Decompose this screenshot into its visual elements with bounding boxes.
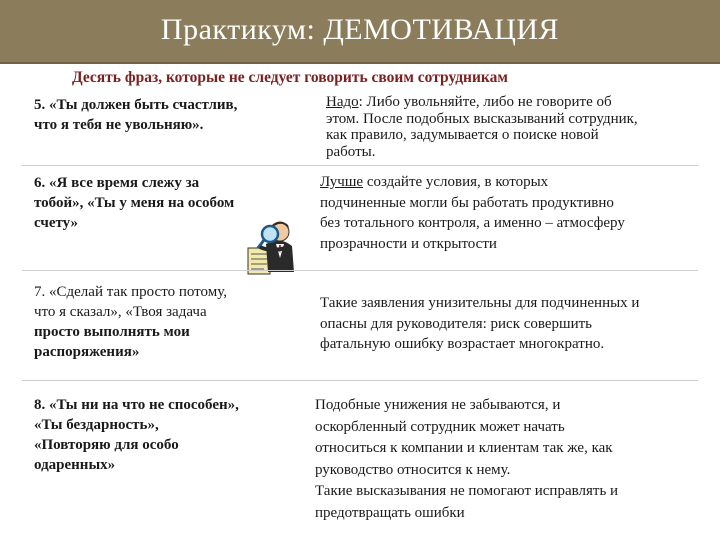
phrase-7-line: 7. «Сделай так просто потому, <box>34 284 227 300</box>
phrase-8-line: 8. «Ты ни на что не способен», <box>34 397 239 413</box>
phrase-7-line: распоряжения» <box>34 344 140 360</box>
advice-6-text: создайте условия, в которых <box>363 174 549 190</box>
advice-7-line: фатальную ошибку возрастает многократно. <box>320 336 605 352</box>
advice-5-text: : Либо увольняйте, либо не говорите об <box>358 94 612 110</box>
advice-8-line: относиться к компании и клиентам так же, как <box>315 440 613 456</box>
slide-subtitle: Десять фраз, которые не следует говорить своим сотрудникам <box>72 69 508 86</box>
advice-5-line <box>326 94 638 111</box>
advice-8-line: оскорбленный сотрудник может начать <box>315 418 565 435</box>
advice-5 <box>326 94 638 160</box>
phrase-6-line: тобой», «Ты у меня на особом <box>34 195 235 211</box>
phrase-8-line: «Повторяю для особо <box>34 437 179 453</box>
advice-6-keyword: Лучше <box>320 174 364 190</box>
advice-5-keyword: Надо <box>326 94 359 110</box>
advice-8-line: Такие высказывания не помогают исправлять и <box>315 483 619 499</box>
phrase-7-line <box>34 302 296 322</box>
phrase-7 <box>34 282 296 362</box>
advice-6-line: подчиненные могли бы работать продуктивно <box>320 194 614 211</box>
advice-8-line: руководство относится к нему. <box>315 461 511 478</box>
advice-8-line: предотвращать ошибки <box>315 504 465 521</box>
advice-5-line: этом. После подобных высказываний сотрудник, <box>326 110 638 127</box>
page-title: Практикум: ДЕМОТИВАЦИЯ <box>160 13 560 46</box>
advice-6 <box>320 172 625 254</box>
phrase-6-line: счету» <box>34 215 79 231</box>
advice-7-line: опасны для руководителя: риск совершить <box>320 315 593 332</box>
advice-6-line <box>320 172 625 193</box>
row-divider <box>22 380 698 381</box>
advice-5-line: работы. <box>326 143 376 160</box>
phrase-8-line: «Ты бездарность», <box>34 417 159 433</box>
row-divider <box>22 165 698 166</box>
phrase-6-line: 6. «Я все время слежу за <box>34 175 200 191</box>
advice-7-line: Такие заявления унизительны для подчиненных и <box>320 295 640 311</box>
advice-8-line: Подобные унижения не забываются, и <box>315 397 561 413</box>
phrase-5-line: 5. «Ты должен быть счастлив, <box>34 97 238 113</box>
phrase-8-line: одаренных» <box>34 457 116 473</box>
advice-8 <box>315 395 618 524</box>
advice-6-line: без тотального контроля, а именно – атмосферу <box>320 215 625 231</box>
advice-7 <box>320 293 639 355</box>
phrase-7-text: что я сказал», «Твоя задача <box>34 304 207 320</box>
advice-6-line: прозрачности и открытости <box>320 235 497 252</box>
phrase-5 <box>34 95 296 135</box>
row-divider <box>22 270 698 271</box>
phrase-8 <box>34 395 296 475</box>
magnifier-clerk-icon <box>240 214 300 278</box>
advice-5-line: как правило, задумывается о поиске новой <box>326 127 599 143</box>
phrase-5-line: что я тебя не увольняю». <box>34 117 204 133</box>
phrase-7-line: просто выполнять мои <box>34 324 190 340</box>
